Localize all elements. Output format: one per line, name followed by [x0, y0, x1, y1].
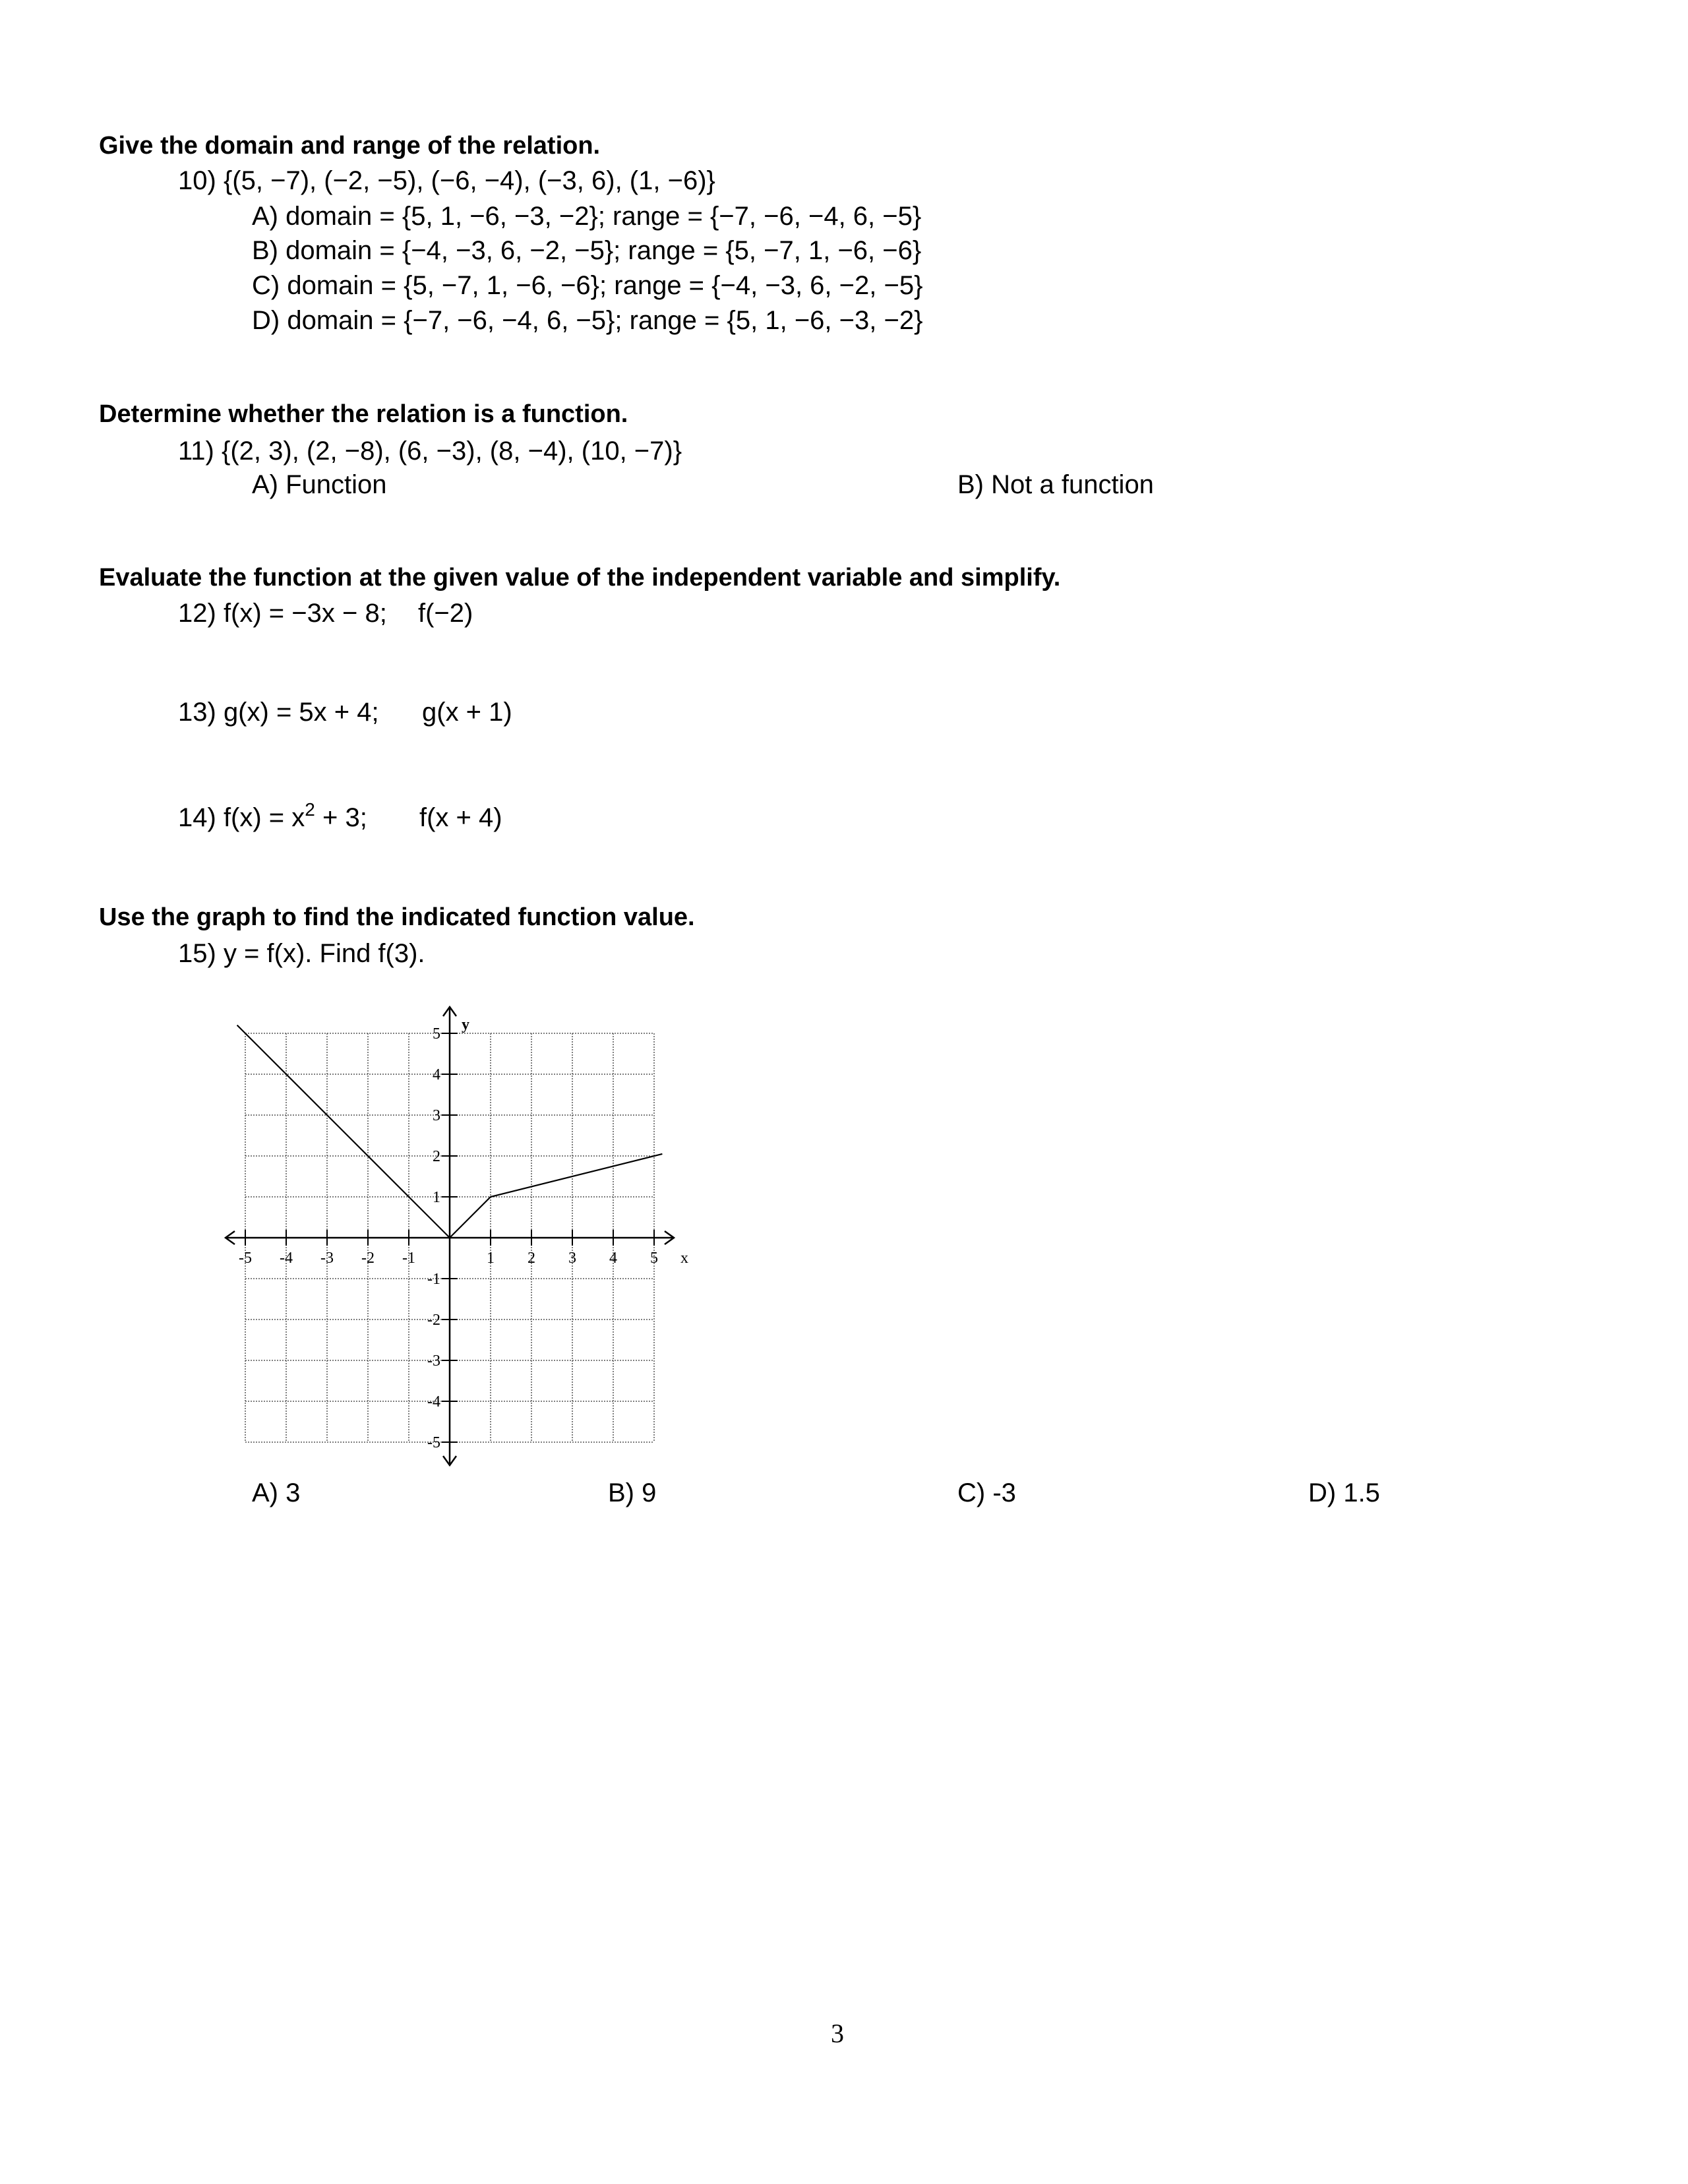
y-tick-label: 4 [433, 1066, 440, 1083]
function-definition: g(x) = 5x + 4; [223, 698, 379, 727]
y-tick-label: 2 [433, 1148, 440, 1165]
y-tick-label: -1 [427, 1271, 440, 1288]
question-10 [178, 166, 715, 196]
option-b[interactable]: B) domain = {−4, −3, 6, −2, −5}; range = {5, −7, 1, −6, −6} [252, 236, 922, 265]
y-axis-label: y [462, 1016, 469, 1033]
function-graph [218, 989, 692, 1477]
question-14 [178, 799, 367, 833]
y-tick-label: -3 [427, 1352, 440, 1370]
option-b[interactable]: B) 9 [608, 1478, 657, 1507]
option-c[interactable]: C) domain = {5, −7, 1, −6, −6}; range = {−4, −3, 6, −2, −5} [252, 271, 923, 300]
question-number: 13) [178, 698, 216, 727]
option-a[interactable]: A) Function [252, 470, 387, 499]
y-tick-label: 3 [433, 1107, 440, 1124]
function-definition: $f(x) = x^2 + 3$; [223, 799, 367, 832]
x-tick-label: -5 [239, 1250, 252, 1267]
evaluate-expression: f(x + 4) [419, 803, 502, 832]
section-heading-function-test: Determine whether the relation is a function. [99, 400, 628, 428]
section-heading-graph: Use the graph to find the indicated function value. [99, 903, 695, 931]
x-tick-label: -3 [320, 1250, 334, 1267]
section-heading-evaluate: Evaluate the function at the given value of the independent variable and simplify. [99, 564, 1061, 592]
x-tick-label: 5 [650, 1250, 658, 1267]
question-number: 15) [178, 939, 216, 968]
option-c[interactable]: C) -3 [957, 1478, 1016, 1507]
option-d[interactable]: D) 1.5 [1308, 1478, 1380, 1507]
evaluate-expression: g(x + 1) [422, 698, 512, 727]
function-definition: f(x) = −3x − 8; [223, 599, 387, 628]
option-d[interactable]: D) domain = {−7, −6, −4, 6, −5}; range = {5, 1, −6, −3, −2} [252, 306, 923, 335]
x-tick-label: -4 [280, 1250, 293, 1267]
question-text: {(5, −7), (−2, −5), (−6, −4), (−3, 6), (1, −6)} [223, 166, 715, 195]
question-13 [178, 698, 379, 727]
labels [239, 1016, 688, 1451]
question-text: y = f(x). Find f(3). [223, 939, 425, 968]
question-number: 12) [178, 599, 216, 628]
y-tick-label: 1 [433, 1189, 440, 1206]
axes [226, 1007, 674, 1465]
y-tick-label: -2 [427, 1312, 440, 1329]
x-tick-label: 2 [528, 1250, 535, 1267]
question-15 [178, 939, 425, 969]
x-tick-label: 3 [568, 1250, 576, 1267]
question-text: {(2, 3), (2, −8), (6, −3), (8, −4), (10, −7)} [221, 437, 682, 466]
option-a[interactable]: A) domain = {5, 1, −6, −3, −2}; range = {−7, −6, −4, 6, −5} [252, 202, 922, 231]
question-number: 10) [178, 166, 216, 195]
option-a[interactable]: A) 3 [252, 1478, 301, 1507]
y-tick-label: 5 [433, 1025, 440, 1043]
question-number: 11) [178, 437, 214, 466]
question-11 [178, 437, 682, 466]
question-12 [178, 599, 387, 628]
y-tick-label: -5 [427, 1434, 440, 1451]
page-number: 3 [831, 2018, 844, 2048]
evaluate-expression: f(−2) [418, 599, 473, 628]
x-tick-label: 1 [487, 1250, 495, 1267]
option-b[interactable]: B) Not a function [957, 470, 1154, 499]
section-heading-domain-range: Give the domain and range of the relation. [99, 132, 601, 160]
x-tick-label: -2 [361, 1250, 375, 1267]
x-tick-label: 4 [609, 1250, 617, 1267]
x-axis-label: x [680, 1250, 688, 1267]
question-number: 14) [178, 803, 216, 832]
y-tick-label: -4 [427, 1393, 440, 1410]
x-tick-label: -1 [402, 1250, 415, 1267]
